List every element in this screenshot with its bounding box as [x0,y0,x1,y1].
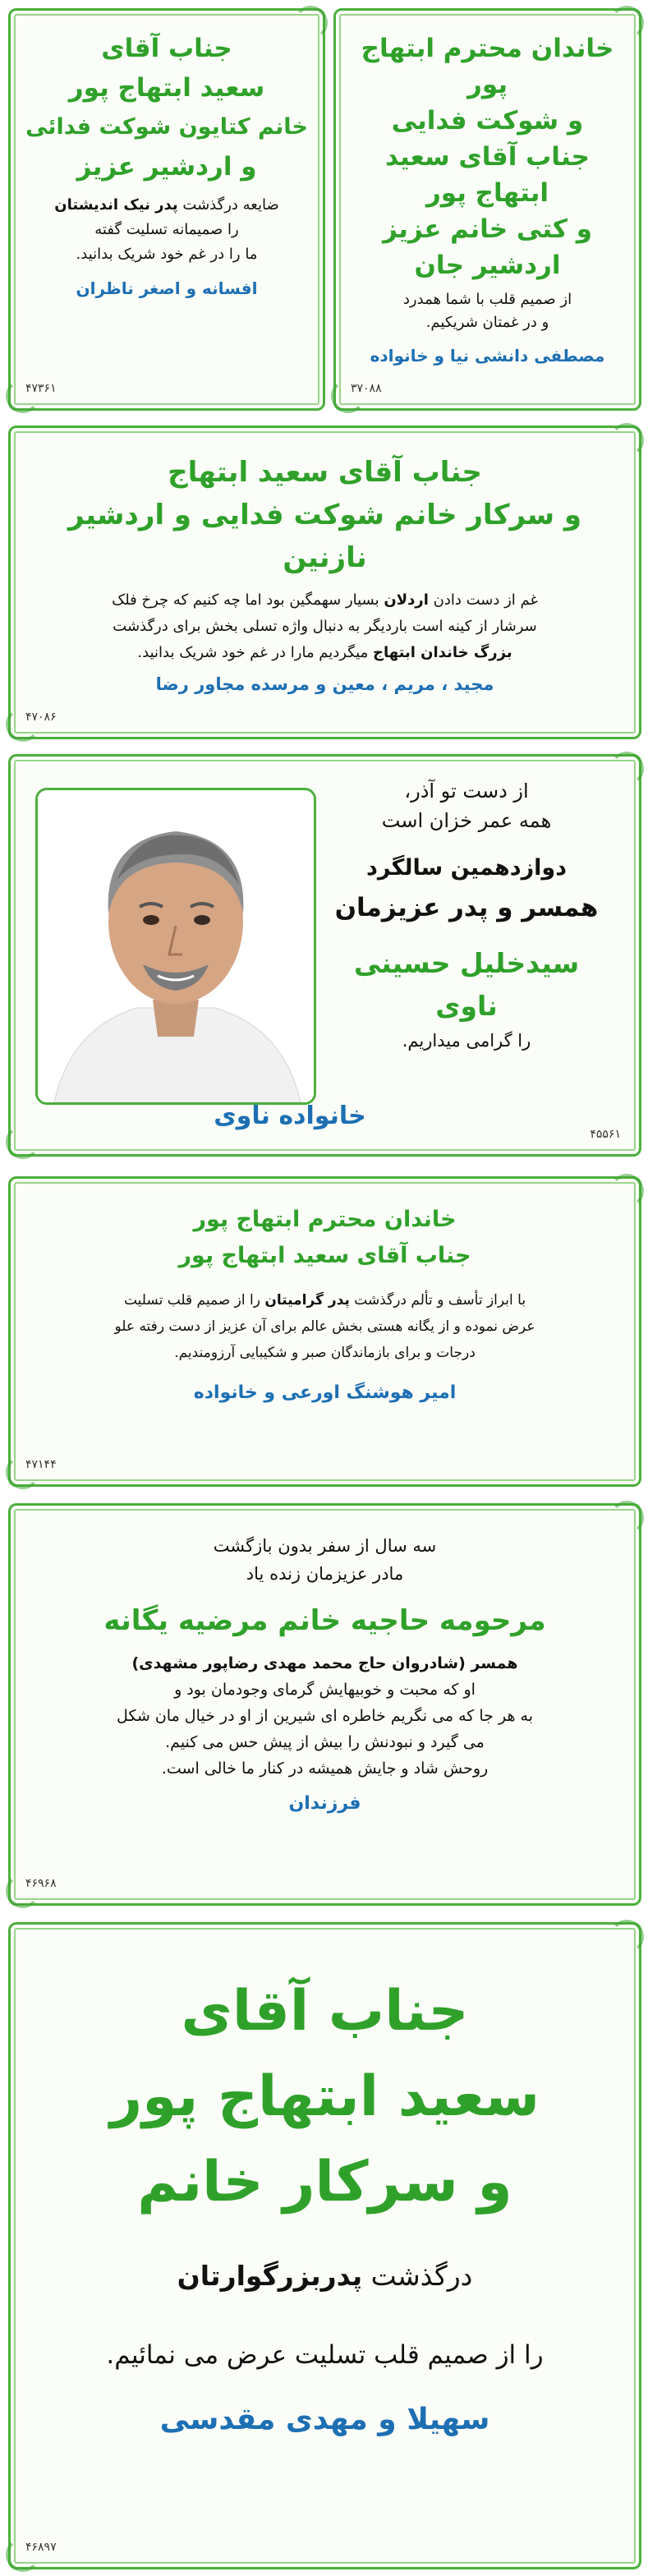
ad5-heading-2: جناب آقای سعید ابتهاج پور [178,1243,471,1268]
ad6-text-5: به هر جا که می نگریم خاطره ای شیرین از او در خیال مان شکل [117,1707,533,1725]
ad4-text-1: از دست تو آذر، [404,780,529,803]
ad5-text-1b: پدر گرامیتان [264,1292,350,1309]
ad4-text-4: همسر و پدر عزیزمان [334,893,599,922]
memorial-ad-4 [8,754,641,1157]
ad6-text-6: می گیرد و نبودنش را بیش از پیش حس می کنیم. [165,1733,485,1751]
ad3-text-3a: بزرگ [468,644,512,661]
ad6-text-7: روحش شاد و جایش همیشه در کنار ما خالی است. [161,1760,489,1778]
condolence-ad-5 [8,1176,641,1487]
ad7-heading-1: جناب آقای [181,1979,469,2044]
ad5-text-3: درجات و برای بازماندگان صبر و شکیبایی آرزومندیم. [174,1345,476,1361]
ad2-text-1b: پدر نیک اندیشتان [54,196,178,214]
ad3-text-2: سرشار از کینه است باردیگر به دنبال واژه تسلی بخش برای درگذشت [113,618,537,635]
ad2-heading-2: سعید ابتهاج پور [68,73,265,103]
ad3-text-3c: میگردیم مارا در غم خود شریک بدانید. [137,644,373,661]
ad2-text-3: ما را در غم خود شریک بدانید. [76,246,258,263]
ad6-code: ۴۶۹۶۸ [25,1877,57,1890]
ad7-code: ۴۶۸۹۷ [25,2541,57,2554]
ad6-text-3a: همسر [471,1654,518,1672]
ad1-signer: مصطفی دانشی نیا و خانواده [370,346,605,366]
ad6-text-4: او که محبت و خوبیهایش گرمای وجودمان بود و [174,1681,476,1699]
ad3-signer: مجید ، مریم ، معین و مرسده مجاور رضا [155,674,494,694]
ad7-signer: سهیلا و مهدی مقدسی [159,2403,490,2436]
ad3-text-3b: خاندان ابتهاج [372,644,469,661]
portrait-photo [35,788,316,1105]
ad1-heading-1: خاندان محترم ابتهاج پور [361,34,614,99]
ad3-text-1b: اردلان [384,591,429,609]
ad4-signer: خانواده ناوی [214,1102,366,1130]
ad4-code: ۴۵۵۶۱ [590,1128,621,1141]
ad1-heading-3: جناب آقای سعید ابتهاج پور [385,142,590,208]
ad5-text-1c: را از صمیم قلب تسلیت [123,1292,265,1309]
ad3-text-1c: بسیار سهمگین بود اما چه کنیم که چرخ فلک [112,591,384,609]
ad3-heading-1: جناب آقای سعید ابتهاج [168,456,482,489]
ad2-code: ۴۷۳۶۱ [25,382,57,395]
ad1-text-1: از صمیم قلب با شما همدرد [402,291,572,308]
ad5-heading-1: خاندان محترم ابتهاج پور [193,1207,457,1232]
ad7-heading-2: سعید ابتهاج پور [110,2064,540,2129]
ad4-deceased-name: سیدخلیل حسینی ناوی [353,947,580,1022]
ad2-text-1a: ضایعه درگذشت [177,196,279,214]
condolence-ad-2 [8,8,325,411]
ad2-signer: افسانه و اصغر ناظران [76,278,258,298]
portrait-illustration [38,790,314,1102]
ad2-text-2: را صمیمانه تسلیت گفته [94,221,239,238]
ad3-code: ۴۷۰۸۶ [25,711,57,724]
ad2-heading-1: جناب آقای [101,34,232,63]
ad1-code: ۳۷۰۸۸ [351,382,382,395]
ad5-signer: امیر هوشنگ اورعی و خانواده [193,1382,457,1403]
ad1-heading-5: اردشیر جان [414,251,561,280]
ad7-heading-3: و سرکار خانم [137,2150,512,2215]
ad2-heading-4: و اردشیر عزیز [76,152,257,182]
ad4-text-2: همه عمر خزان است [381,809,552,832]
ad5-text-2: عرض نموده و از یگانه هستی بخش عالم برای آن عزیز از دست رفته علو [114,1318,535,1335]
ad7-text-1b: پدربزرگوارتان [177,2260,363,2292]
ad3-heading-2: و سرکار خانم شوکت فدایی و اردشیر نازنین [67,499,582,574]
memorial-ad-6 [8,1503,641,1906]
ad6-deceased-name: مرحومه حاجیه خانم مرضیه یگانه [103,1604,546,1637]
ad7-text-2: را از صمیم قلب تسلیت عرض می نمائیم. [106,2340,544,2370]
ad6-text-1: سه سال از سفر بدون بازگشت [213,1536,437,1556]
ad2-heading-3: خانم کتایون شوکت فدائی [25,114,308,140]
ad5-text-1a: با ابراز تأسف و تألم درگذشت [349,1292,526,1309]
ad4-text-5: را گرامی میداریم. [402,1031,531,1051]
condolence-ad-7 [8,1922,641,2569]
ad1-heading-4: و کتی خانم عزیز [382,214,592,244]
ad6-text-2: مادر عزیزمان زنده یاد [246,1564,404,1584]
condolence-ad-1 [333,8,641,411]
ad5-code: ۴۷۱۴۴ [25,1458,57,1471]
ad6-text-3b: (شادروان حاج محمد مهدی رضاپور مشهدی) [131,1654,471,1672]
condolence-ad-3 [8,426,641,739]
ad1-heading-2: و شوکت فدایی [391,106,584,136]
ad6-signer: فرزندان [288,1793,361,1814]
ad3-text-1a: غم از دست دادن [428,591,538,609]
ad4-text-3: دوازدهمین سالگرد [365,855,567,881]
ad1-text-2: و در غمتان شریکیم. [425,314,549,331]
ad7-text-1a: درگذشت [362,2260,473,2292]
